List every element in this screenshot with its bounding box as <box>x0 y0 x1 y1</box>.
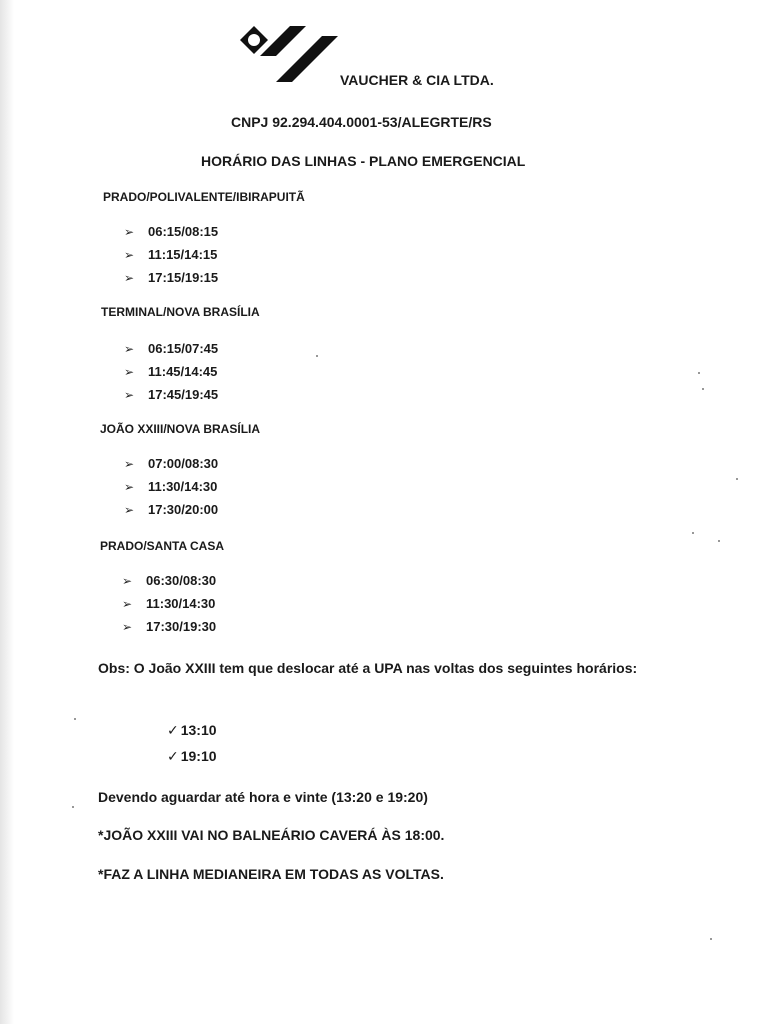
scan-speck <box>316 355 318 357</box>
route-name: JOÃO XXIII/NOVA BRASÍLIA <box>100 422 261 436</box>
observation-text: Obs: O João XXIII tem que deslocar até a UPA nas voltas dos seguintes horários: <box>98 660 638 676</box>
checkmark-icon: ✓ <box>167 747 179 764</box>
scan-speck <box>702 388 704 390</box>
route-name: TERMINAL/NOVA BRASÍLIA <box>101 305 260 319</box>
time-item <box>124 243 218 266</box>
time-item <box>122 615 216 638</box>
time-item <box>124 266 218 289</box>
time-value: 11:30/14:30 <box>148 479 218 494</box>
time-value: 06:30/08:30 <box>146 573 217 588</box>
check-time: 13:10 <box>180 722 217 738</box>
scan-speck <box>710 938 712 940</box>
arrow-bullet-icon: ➢ <box>124 502 135 517</box>
time-item <box>124 220 218 243</box>
time-item <box>124 498 218 521</box>
time-item <box>124 360 218 383</box>
medianeira-note: *FAZ A LINHA MEDIANEIRA EM TODAS AS VOLTAS. <box>98 866 444 882</box>
balneario-note: *JOÃO XXIII VAI NO BALNEÁRIO CAVERÁ ÀS 18:00. <box>98 827 445 843</box>
company-name: VAUCHER & CIA LTDA. <box>340 72 494 88</box>
vaucher-logo-icon <box>240 18 340 88</box>
arrow-bullet-icon: ➢ <box>122 573 133 588</box>
arrow-bullet-icon: ➢ <box>124 247 135 262</box>
arrow-bullet-icon: ➢ <box>124 456 135 471</box>
company-cnpj: CNPJ 92.294.404.0001-53/ALEGRTE/RS <box>231 114 492 130</box>
checkmark-icon: ✓ <box>167 721 179 738</box>
scan-speck <box>72 806 74 808</box>
time-item <box>124 337 218 360</box>
scan-speck <box>692 532 694 534</box>
check-item <box>167 717 217 743</box>
time-value: 06:15/07:45 <box>148 341 219 356</box>
route-name: PRADO/SANTA CASA <box>100 539 225 553</box>
time-item <box>122 592 216 615</box>
check-time: 19:10 <box>180 748 217 764</box>
route-times <box>124 337 218 406</box>
arrow-bullet-icon: ➢ <box>124 270 135 285</box>
time-value: 11:15/14:15 <box>148 247 218 262</box>
arrow-bullet-icon: ➢ <box>122 619 133 634</box>
scan-speck <box>74 718 76 720</box>
arrow-bullet-icon: ➢ <box>124 224 135 239</box>
wait-note: Devendo aguardar até hora e vinte (13:20 e 19:20) <box>98 789 428 805</box>
time-item <box>122 569 216 592</box>
scan-speck <box>736 478 738 480</box>
check-item <box>167 743 217 769</box>
arrow-bullet-icon: ➢ <box>124 341 135 356</box>
route-times <box>122 569 216 638</box>
route-name: PRADO/POLIVALENTE/IBIRAPUITÃ <box>103 190 305 204</box>
arrow-bullet-icon: ➢ <box>124 364 135 379</box>
arrow-bullet-icon: ➢ <box>124 387 135 402</box>
route-times <box>124 220 218 289</box>
time-value: 17:45/19:45 <box>148 387 219 402</box>
scan-shadow <box>0 0 14 1024</box>
scan-speck <box>718 540 720 542</box>
observation-times <box>167 717 217 769</box>
time-value: 06:15/08:15 <box>148 224 219 239</box>
time-item <box>124 475 218 498</box>
time-value: 17:30/20:00 <box>148 502 219 517</box>
time-value: 11:30/14:30 <box>146 596 216 611</box>
route-times <box>124 452 218 521</box>
time-value: 17:15/19:15 <box>148 270 219 285</box>
time-value: 11:45/14:45 <box>148 364 218 379</box>
time-item <box>124 452 218 475</box>
scan-speck <box>698 372 700 374</box>
document-title: HORÁRIO DAS LINHAS - PLANO EMERGENCIAL <box>201 153 526 169</box>
time-value: 07:00/08:30 <box>148 456 219 471</box>
time-value: 17:30/19:30 <box>146 619 217 634</box>
time-item <box>124 383 218 406</box>
arrow-bullet-icon: ➢ <box>124 479 135 494</box>
arrow-bullet-icon: ➢ <box>122 596 133 611</box>
